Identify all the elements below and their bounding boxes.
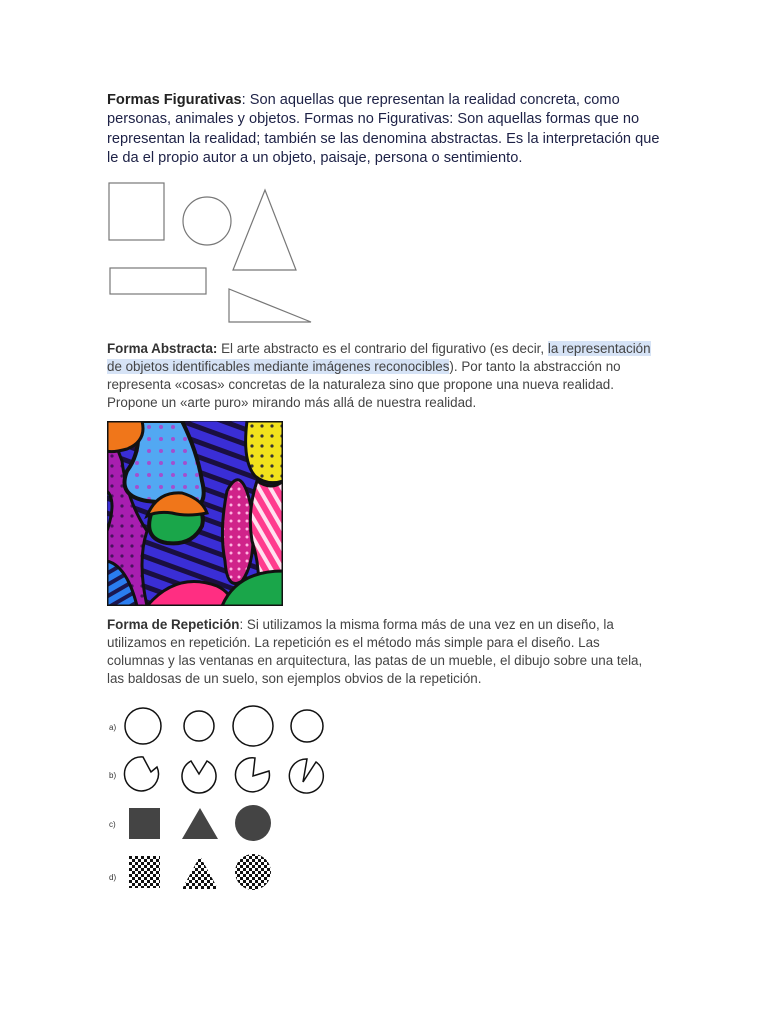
- row-label-a: a): [109, 723, 117, 732]
- circle-shape: [183, 197, 231, 245]
- row-d-triangle: [182, 856, 218, 889]
- repetition-figure: [105, 700, 345, 900]
- abstract-text-before: El arte abstracto es el contrario del figurativo (es decir,: [217, 341, 548, 356]
- row-label-c: c): [109, 820, 116, 829]
- abstract-title: Forma Abstracta:: [107, 341, 218, 356]
- row-b-shape-3: [235, 758, 269, 792]
- row-label-d: d): [109, 873, 117, 882]
- row-a-circle-3: [233, 706, 273, 746]
- geometric-shapes-figure: [105, 178, 315, 328]
- row-a-circle-1: [125, 708, 161, 744]
- row-b-shape-1: [124, 757, 158, 791]
- right-triangle-shape: [229, 289, 311, 322]
- row-b-shape-2: [182, 761, 216, 793]
- row-label-b: b): [109, 771, 117, 780]
- abstract-art-image: [107, 421, 283, 606]
- row-b-shape-4: [289, 759, 323, 793]
- intro-paragraph: [107, 91, 667, 168]
- row-c-triangle: [182, 808, 218, 839]
- abstract-paragraph: [107, 340, 652, 412]
- abstract-text-after: ). Por tanto la abstracción no representa «cosas» concretas de la naturaleza sino que propone una nueva realidad. Propone un «arte puro» mirando más allá de nuestra realidad.: [107, 359, 621, 410]
- row-d-square: [129, 856, 160, 888]
- repetition-title: Forma de Repetición: [107, 617, 240, 632]
- intro-text: : Son aquellas que representan la realidad concreta, como personas, animales y objetos. Formas no Figurativas: Son aquellas formas que no representan la realidad; también se las denomina abstractas. Es la interpretación que le da el propio autor a un objeto, paisaje, persona o sentimiento.: [107, 92, 660, 166]
- triangle-shape: [233, 190, 296, 270]
- repetition-paragraph: [107, 616, 652, 688]
- abstract-highlight: la representación de objetos identificables mediante imágenes reconocibles: [107, 341, 651, 374]
- row-a-circle-4: [291, 710, 323, 742]
- rectangle-shape: [110, 268, 206, 294]
- intro-title: Formas Figurativas: [107, 92, 242, 108]
- row-a-circle-2: [184, 711, 214, 741]
- row-d-circle: [235, 854, 271, 890]
- repetition-text: : Si utilizamos la misma forma más de una vez en un diseño, la utilizamos en repetición. La repetición es el método más simple para el diseño. Las columnas y las ventanas en arquitectura, las patas de un mueble, el dibujo sobre una tela, las baldosas de un suelo, son ejemplos obvios de la repetición.: [107, 617, 643, 686]
- row-c-square: [129, 808, 160, 839]
- square-shape: [109, 183, 164, 240]
- row-c-circle: [235, 805, 271, 841]
